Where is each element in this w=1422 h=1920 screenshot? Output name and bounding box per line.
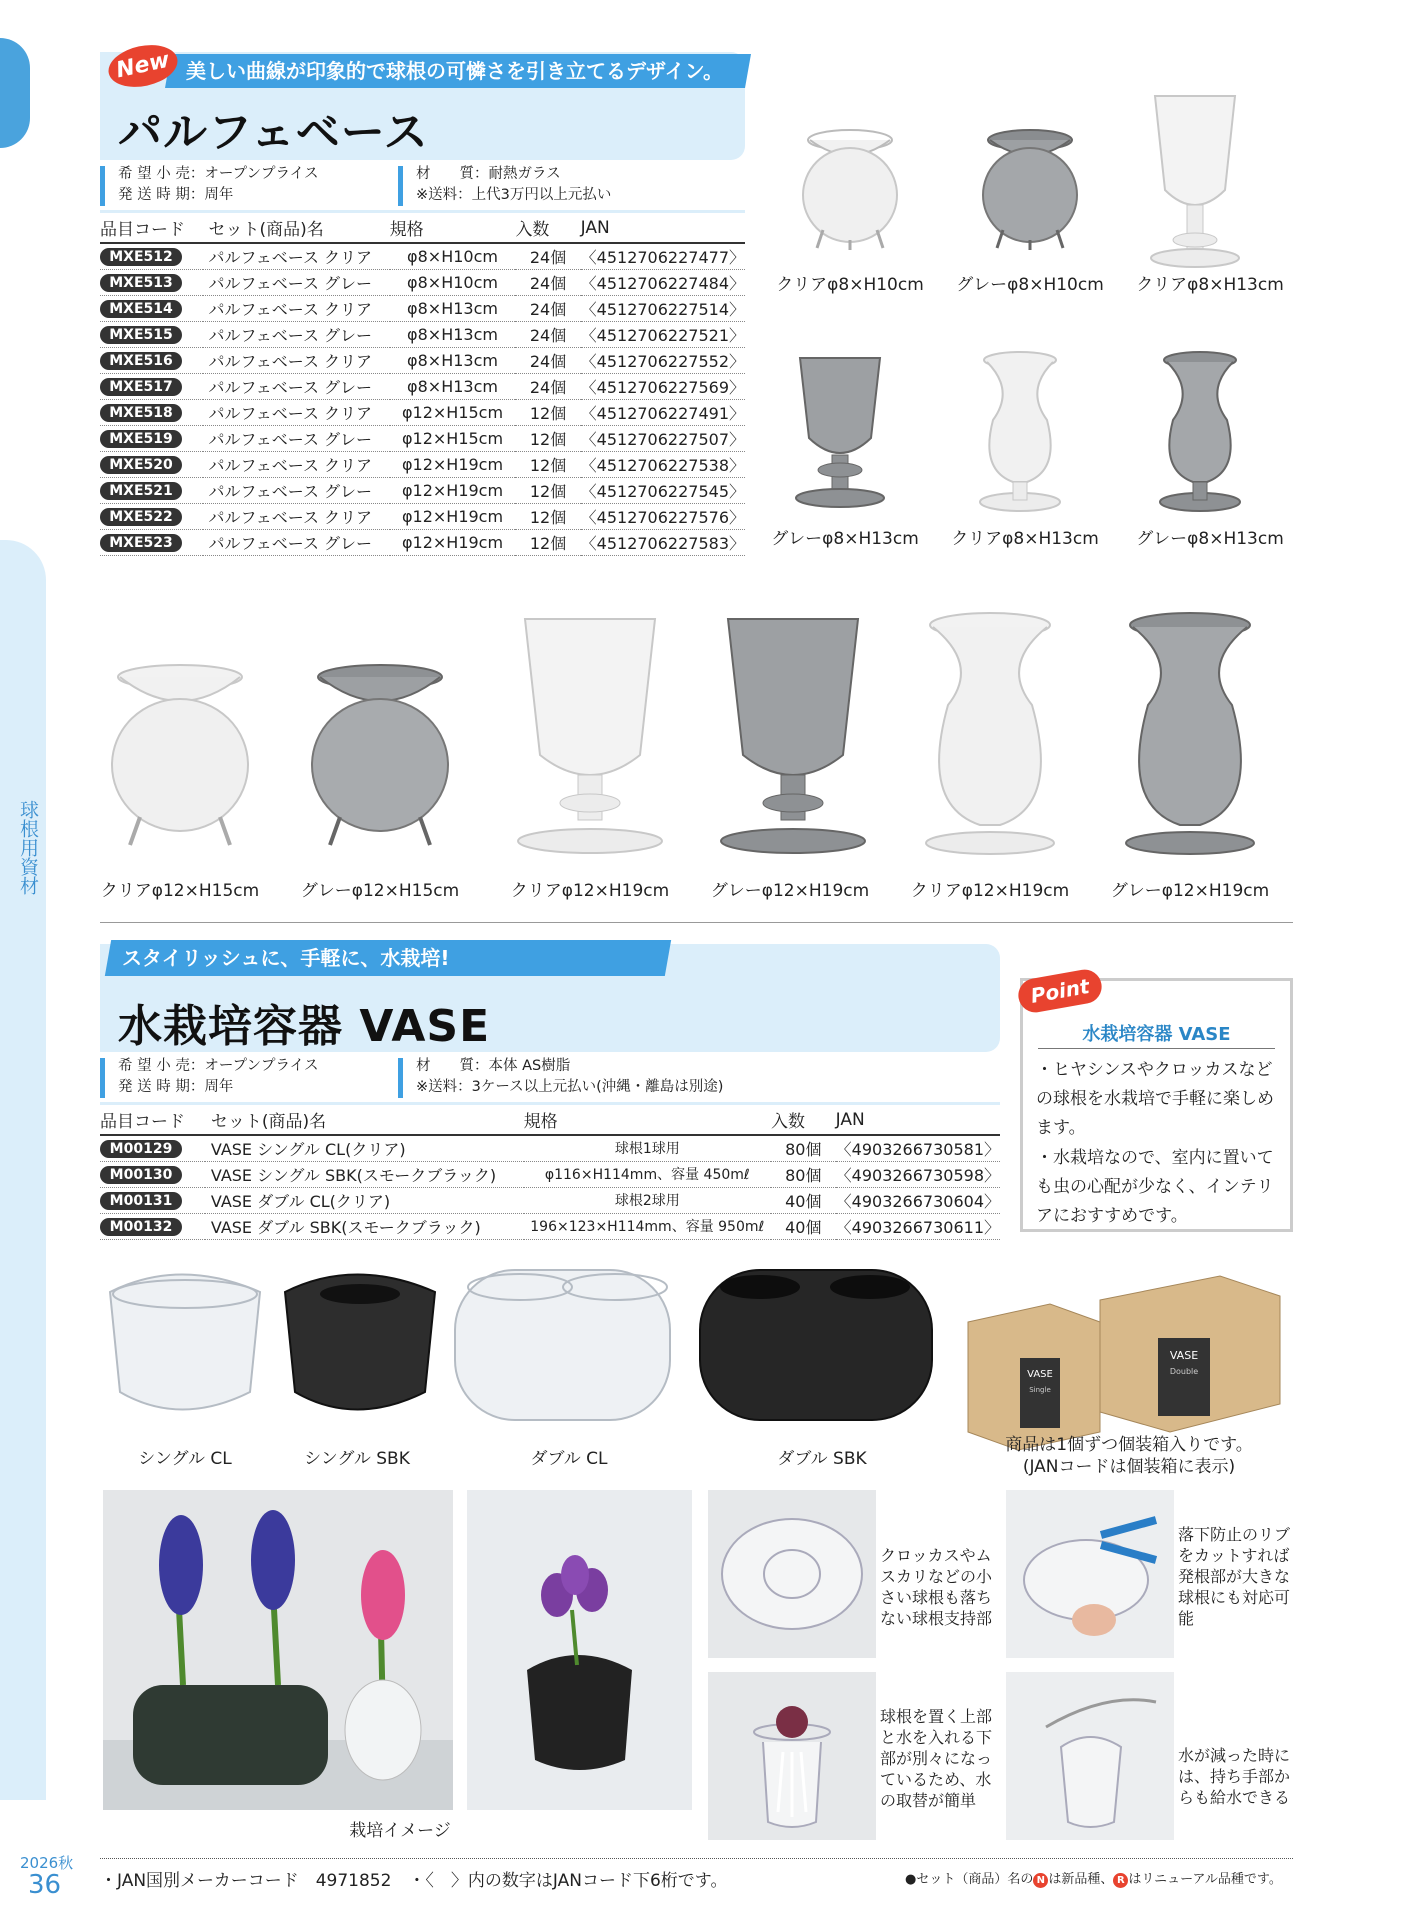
vase-hourglass-clear-icon <box>980 352 1060 511</box>
quantity: 24個 <box>515 269 580 295</box>
spec: φ12×H19cm <box>390 451 516 477</box>
section2-info-right <box>416 1056 723 1098</box>
svg-text:VASE: VASE <box>1169 1349 1199 1362</box>
spec: φ8×H13cm <box>390 321 516 347</box>
caption-small-5: クリアφ8×H13cm <box>951 529 1099 549</box>
price-info: 希 望 小 売：オープンプライス <box>118 1058 319 1074</box>
quantity: 24個 <box>515 243 580 269</box>
jan-code: 〈4512706227538〉 <box>581 451 745 477</box>
col-qty: 入数 <box>515 212 580 244</box>
product-name: VASE ダブル CL(クリア) <box>205 1187 524 1213</box>
spec: φ12×H19cm <box>390 477 516 503</box>
item-code-badge: MXE519 <box>100 430 182 448</box>
side-strip <box>0 540 46 1800</box>
vase-double-clear-icon <box>455 1270 670 1420</box>
table-row <box>100 399 745 425</box>
legend-suffix: はリニューアル品種です。 <box>1128 1872 1282 1887</box>
feature-text-4: 水が減った時には、持ち手部からも給水できる <box>1178 1746 1291 1807</box>
section2-tagline: スタイリッシュに、手軽に、水栽培! <box>122 946 450 970</box>
vase-bulb-clear-icon <box>803 130 897 250</box>
jan-code: 〈4903266730581〉 <box>836 1135 1000 1161</box>
feature-text-3: 球根を置く上部と水を入れる下部が別々になっているため、水の取替が簡単 <box>880 1707 993 1810</box>
vase-large-goblet-clear-icon <box>518 619 662 853</box>
vase-large-bulb-clear-icon <box>112 665 248 845</box>
feature-photo-3 <box>708 1672 876 1840</box>
caption-small-3: クリアφ8×H13cm <box>1136 275 1284 295</box>
package-box-single-icon <box>968 1304 1100 1450</box>
spec: φ116×H114mm、容量 450mℓ <box>524 1161 771 1187</box>
side-category-label: 球根用資材 <box>17 800 39 895</box>
item-code-badge: MXE516 <box>100 352 182 370</box>
table-row <box>100 373 745 399</box>
spec: φ12×H19cm <box>390 503 516 529</box>
caption-large-3: クリアφ12×H19cm <box>510 881 670 901</box>
item-code-badge: MXE513 <box>100 274 182 292</box>
product-name: VASE シングル SBK(スモークブラック) <box>205 1161 524 1187</box>
quantity: 24個 <box>515 295 580 321</box>
feature-photo-1 <box>708 1490 876 1658</box>
caption-double-sbk: ダブル SBK <box>777 1449 867 1469</box>
spec: φ8×H13cm <box>390 373 516 399</box>
shipping-note: ※送料：上代3万円以上元払い <box>416 187 612 203</box>
shipping-period: 発 送 時 期：周年 <box>118 1079 234 1095</box>
item-code-badge: MXE518 <box>100 404 182 422</box>
table-row <box>100 295 745 321</box>
item-code-cell <box>100 503 203 529</box>
table-header-row <box>100 1104 1000 1136</box>
spec: φ12×H19cm <box>390 529 516 555</box>
vase-product-photos <box>100 1262 1300 1452</box>
item-code-badge: MXE521 <box>100 482 182 500</box>
box-note-2: (JANコードは個装箱に表示) <box>1022 1457 1236 1477</box>
col-spec: 規格 <box>390 212 516 244</box>
spec: 球根1球用 <box>524 1135 771 1161</box>
item-code-cell <box>100 529 203 555</box>
item-code-badge: MXE512 <box>100 248 182 266</box>
quantity: 40個 <box>771 1213 836 1239</box>
large-vase-photos <box>100 605 1300 855</box>
table-row <box>100 425 745 451</box>
table-row <box>100 1135 1000 1161</box>
jan-code: 〈4512706227484〉 <box>581 269 745 295</box>
caption-large-6: グレーφ12×H19cm <box>1110 881 1270 901</box>
item-code-badge: MXE523 <box>100 534 182 552</box>
vase-large-hourglass-grey-icon <box>1126 613 1254 854</box>
feature-text-2: 落下防止のリブをカットすれば発根部が大きな球根にも対応可能 <box>1178 1525 1291 1628</box>
jan-code: 〈4512706227583〉 <box>581 529 745 555</box>
jan-code: 〈4512706227552〉 <box>581 347 745 373</box>
item-code-cell <box>100 451 203 477</box>
item-code-badge: M00129 <box>100 1140 182 1158</box>
item-code-badge: M00132 <box>100 1218 182 1236</box>
caption-large-4: グレーφ12×H19cm <box>710 881 870 901</box>
quantity: 40個 <box>771 1187 836 1213</box>
spec: 球根2球用 <box>524 1187 771 1213</box>
caption-large-2: グレーφ12×H15cm <box>300 881 460 901</box>
spec: 196×123×H114mm、容量 950mℓ <box>524 1213 771 1239</box>
point-bullet-2: ・水栽培なので、室内に置いても虫の心配が少なく、インテリアにおすすめです。 <box>1036 1148 1274 1226</box>
table-header-row <box>100 212 745 244</box>
section1-title: パルフェベース <box>118 107 429 158</box>
col-name: セット(商品)名 <box>203 212 390 244</box>
footer-jan-note: ・JAN国別メーカーコード 4971852 ・〈 〉内の数字はJANコード下6桁です。 <box>100 1871 728 1891</box>
item-code-badge: MXE520 <box>100 456 182 474</box>
item-code-cell <box>100 295 203 321</box>
caption-large-1: クリアφ12×H15cm <box>100 881 260 901</box>
col-code: 品目コード <box>100 1104 205 1136</box>
caption-small-2: グレーφ8×H10cm <box>956 275 1104 295</box>
feature-photo-4 <box>1006 1672 1174 1840</box>
product-name: VASE ダブル SBK(スモークブラック) <box>205 1213 524 1239</box>
product-name: パルフェベース クリア <box>203 503 390 529</box>
quantity: 12個 <box>515 425 580 451</box>
quantity: 24個 <box>515 347 580 373</box>
item-code-badge: MXE515 <box>100 326 182 344</box>
item-code-cell <box>100 1213 205 1239</box>
cultivation-image-caption: 栽培イメージ <box>349 1821 451 1841</box>
product-name: パルフェベース グレー <box>203 321 390 347</box>
col-spec: 規格 <box>524 1104 771 1136</box>
caption-single-sbk: シングル SBK <box>304 1449 410 1469</box>
side-tab <box>0 38 30 148</box>
table-row <box>100 269 745 295</box>
box-note-1: 商品は1個ずつ個装箱入りです。 <box>1005 1435 1253 1455</box>
table-row <box>100 347 745 373</box>
product-name: パルフェベース クリア <box>203 295 390 321</box>
jan-code: 〈4512706227521〉 <box>581 321 745 347</box>
spec: φ8×H10cm <box>390 243 516 269</box>
feature-photo-2 <box>1006 1490 1174 1658</box>
cultivation-photo-2 <box>467 1490 692 1810</box>
section1-tagline-ribbon <box>165 54 751 88</box>
price-info: 希 望 小 売：オープンプライス <box>118 166 319 182</box>
spec: φ12×H15cm <box>390 425 516 451</box>
vase-goblet-grey-icon <box>796 358 884 507</box>
info-bar <box>100 166 105 206</box>
section2-spec-table <box>100 1102 1000 1240</box>
product-name: パルフェベース グレー <box>203 269 390 295</box>
quantity: 12個 <box>515 399 580 425</box>
info-bar <box>398 1058 403 1098</box>
table-row <box>100 477 745 503</box>
spec: φ12×H15cm <box>390 399 516 425</box>
section2-tagline-ribbon <box>105 940 671 976</box>
product-name: パルフェベース クリア <box>203 347 390 373</box>
item-code-cell <box>100 425 203 451</box>
jan-code: 〈4512706227491〉 <box>581 399 745 425</box>
item-code-cell <box>100 321 203 347</box>
spec: φ8×H13cm <box>390 347 516 373</box>
spec: φ8×H10cm <box>390 269 516 295</box>
point-badge: Point <box>1016 967 1105 1015</box>
col-code: 品目コード <box>100 212 203 244</box>
legend-prefix: ●セット（商品）名の <box>905 1872 1034 1887</box>
point-bullet-1: ・ヒヤシンスやクロッカスなどの球根を水栽培で手軽に楽しめます。 <box>1036 1060 1274 1138</box>
table-row <box>100 503 745 529</box>
point-title-rule <box>1038 1048 1275 1049</box>
jan-code: 〈4512706227514〉 <box>581 295 745 321</box>
cultivation-photo-1 <box>103 1490 453 1810</box>
legend-renewal-icon: R <box>1113 1873 1128 1888</box>
feature-text-1: クロッカスやムスカリなどの小さい球根も落ちない球根支持部 <box>880 1546 993 1628</box>
quantity: 12個 <box>515 529 580 555</box>
quantity: 12個 <box>515 477 580 503</box>
small-vase-photos <box>755 90 1300 550</box>
section1-tagline: 美しい曲線が印象的で球根の可憐さを引き立てるデザイン。 <box>186 59 723 83</box>
caption-small-6: グレーφ8×H13cm <box>1136 529 1284 549</box>
info-bar <box>398 166 403 206</box>
product-name: パルフェベース クリア <box>203 243 390 269</box>
page-year: 2026秋 <box>20 1854 74 1872</box>
vase-hourglass-grey-icon <box>1160 352 1240 511</box>
col-qty: 入数 <box>771 1104 836 1136</box>
quantity: 12個 <box>515 503 580 529</box>
new-badge: New <box>105 39 182 93</box>
vase-double-smoke-icon <box>700 1270 932 1420</box>
footer-legend <box>905 1868 1282 1888</box>
vase-goblet-clear-icon <box>1151 96 1239 267</box>
caption-large-5: クリアφ12×H19cm <box>910 881 1070 901</box>
item-code-cell <box>100 269 203 295</box>
item-code-cell <box>100 347 203 373</box>
section-divider <box>100 922 1293 923</box>
quantity: 80個 <box>771 1135 836 1161</box>
item-code-badge: M00130 <box>100 1166 182 1184</box>
table-row <box>100 1161 1000 1187</box>
footer-rule <box>100 1858 1293 1859</box>
quantity: 24個 <box>515 321 580 347</box>
table-row <box>100 1187 1000 1213</box>
item-code-badge: MXE522 <box>100 508 182 526</box>
table-row <box>100 529 745 555</box>
caption-small-4: グレーφ8×H13cm <box>771 529 919 549</box>
jan-code: 〈4903266730611〉 <box>836 1213 1000 1239</box>
table-row <box>100 243 745 269</box>
section1-info-left <box>118 164 318 206</box>
section1-info-right <box>416 164 611 206</box>
shipping-period: 発 送 時 期：周年 <box>118 187 234 203</box>
item-code-cell <box>100 399 203 425</box>
jan-code: 〈4512706227576〉 <box>581 503 745 529</box>
item-code-cell <box>100 1161 205 1187</box>
col-name: セット(商品)名 <box>205 1104 524 1136</box>
svg-text:Single: Single <box>1029 1386 1051 1394</box>
section2-title: 水栽培容器 VASE <box>118 1001 491 1052</box>
item-code-cell <box>100 1187 205 1213</box>
spec: φ8×H13cm <box>390 295 516 321</box>
page-number: 36 <box>28 1870 62 1900</box>
large-caption-row <box>100 876 1300 900</box>
section1-spec-table <box>100 210 745 556</box>
svg-text:VASE: VASE <box>1027 1369 1053 1380</box>
product-name: パルフェベース グレー <box>203 529 390 555</box>
item-code-cell <box>100 243 203 269</box>
item-code-badge: MXE517 <box>100 378 182 396</box>
product-name: パルフェベース クリア <box>203 399 390 425</box>
section2-info-left <box>118 1056 318 1098</box>
item-code-badge: MXE514 <box>100 300 182 318</box>
product-name: パルフェベース グレー <box>203 373 390 399</box>
info-bar <box>100 1058 105 1098</box>
table-row <box>100 1213 1000 1239</box>
vase-single-smoke-icon <box>285 1275 435 1410</box>
quantity: 24個 <box>515 373 580 399</box>
vase-bulb-grey-icon <box>983 130 1077 250</box>
item-code-cell <box>100 373 203 399</box>
jan-code: 〈4512706227545〉 <box>581 477 745 503</box>
table-row <box>100 321 745 347</box>
item-code-cell <box>100 1135 205 1161</box>
package-box-double-icon <box>1100 1276 1280 1432</box>
svg-text:Double: Double <box>1169 1367 1199 1376</box>
legend-new-icon: N <box>1033 1873 1048 1888</box>
jan-code: 〈4512706227507〉 <box>581 425 745 451</box>
jan-code: 〈4512706227569〉 <box>581 373 745 399</box>
jan-code: 〈4903266730604〉 <box>836 1187 1000 1213</box>
col-jan: JAN <box>836 1104 1000 1136</box>
vase-single-clear-icon <box>110 1275 260 1410</box>
product-name: パルフェベース グレー <box>203 477 390 503</box>
table-row <box>100 451 745 477</box>
item-code-cell <box>100 477 203 503</box>
vase-large-goblet-grey-icon <box>721 619 865 853</box>
caption-single-cl: シングル CL <box>138 1449 232 1469</box>
caption-small-1: クリアφ8×H10cm <box>776 275 924 295</box>
vase-large-hourglass-clear-icon <box>926 613 1054 854</box>
material-info: 材 質：耐熱ガラス <box>416 166 561 182</box>
jan-code: 〈4512706227477〉 <box>581 243 745 269</box>
quantity: 12個 <box>515 451 580 477</box>
shipping-note: ※送料：3ケース以上元払い(沖縄・離島は別途) <box>416 1079 724 1095</box>
item-code-badge: M00131 <box>100 1192 182 1210</box>
caption-double-cl: ダブル CL <box>530 1449 608 1469</box>
product-name: VASE シングル CL(クリア) <box>205 1135 524 1161</box>
product-name: パルフェベース グレー <box>203 425 390 451</box>
vase-large-bulb-grey-icon <box>312 665 448 845</box>
material-info: 材 質：本体 AS樹脂 <box>416 1058 571 1074</box>
point-title: 水栽培容器 VASE <box>1082 1024 1231 1045</box>
product-name: パルフェベース クリア <box>203 451 390 477</box>
jan-code: 〈4903266730598〉 <box>836 1161 1000 1187</box>
quantity: 80個 <box>771 1161 836 1187</box>
col-jan: JAN <box>581 212 745 244</box>
legend-mid: は新品種、 <box>1048 1872 1114 1887</box>
